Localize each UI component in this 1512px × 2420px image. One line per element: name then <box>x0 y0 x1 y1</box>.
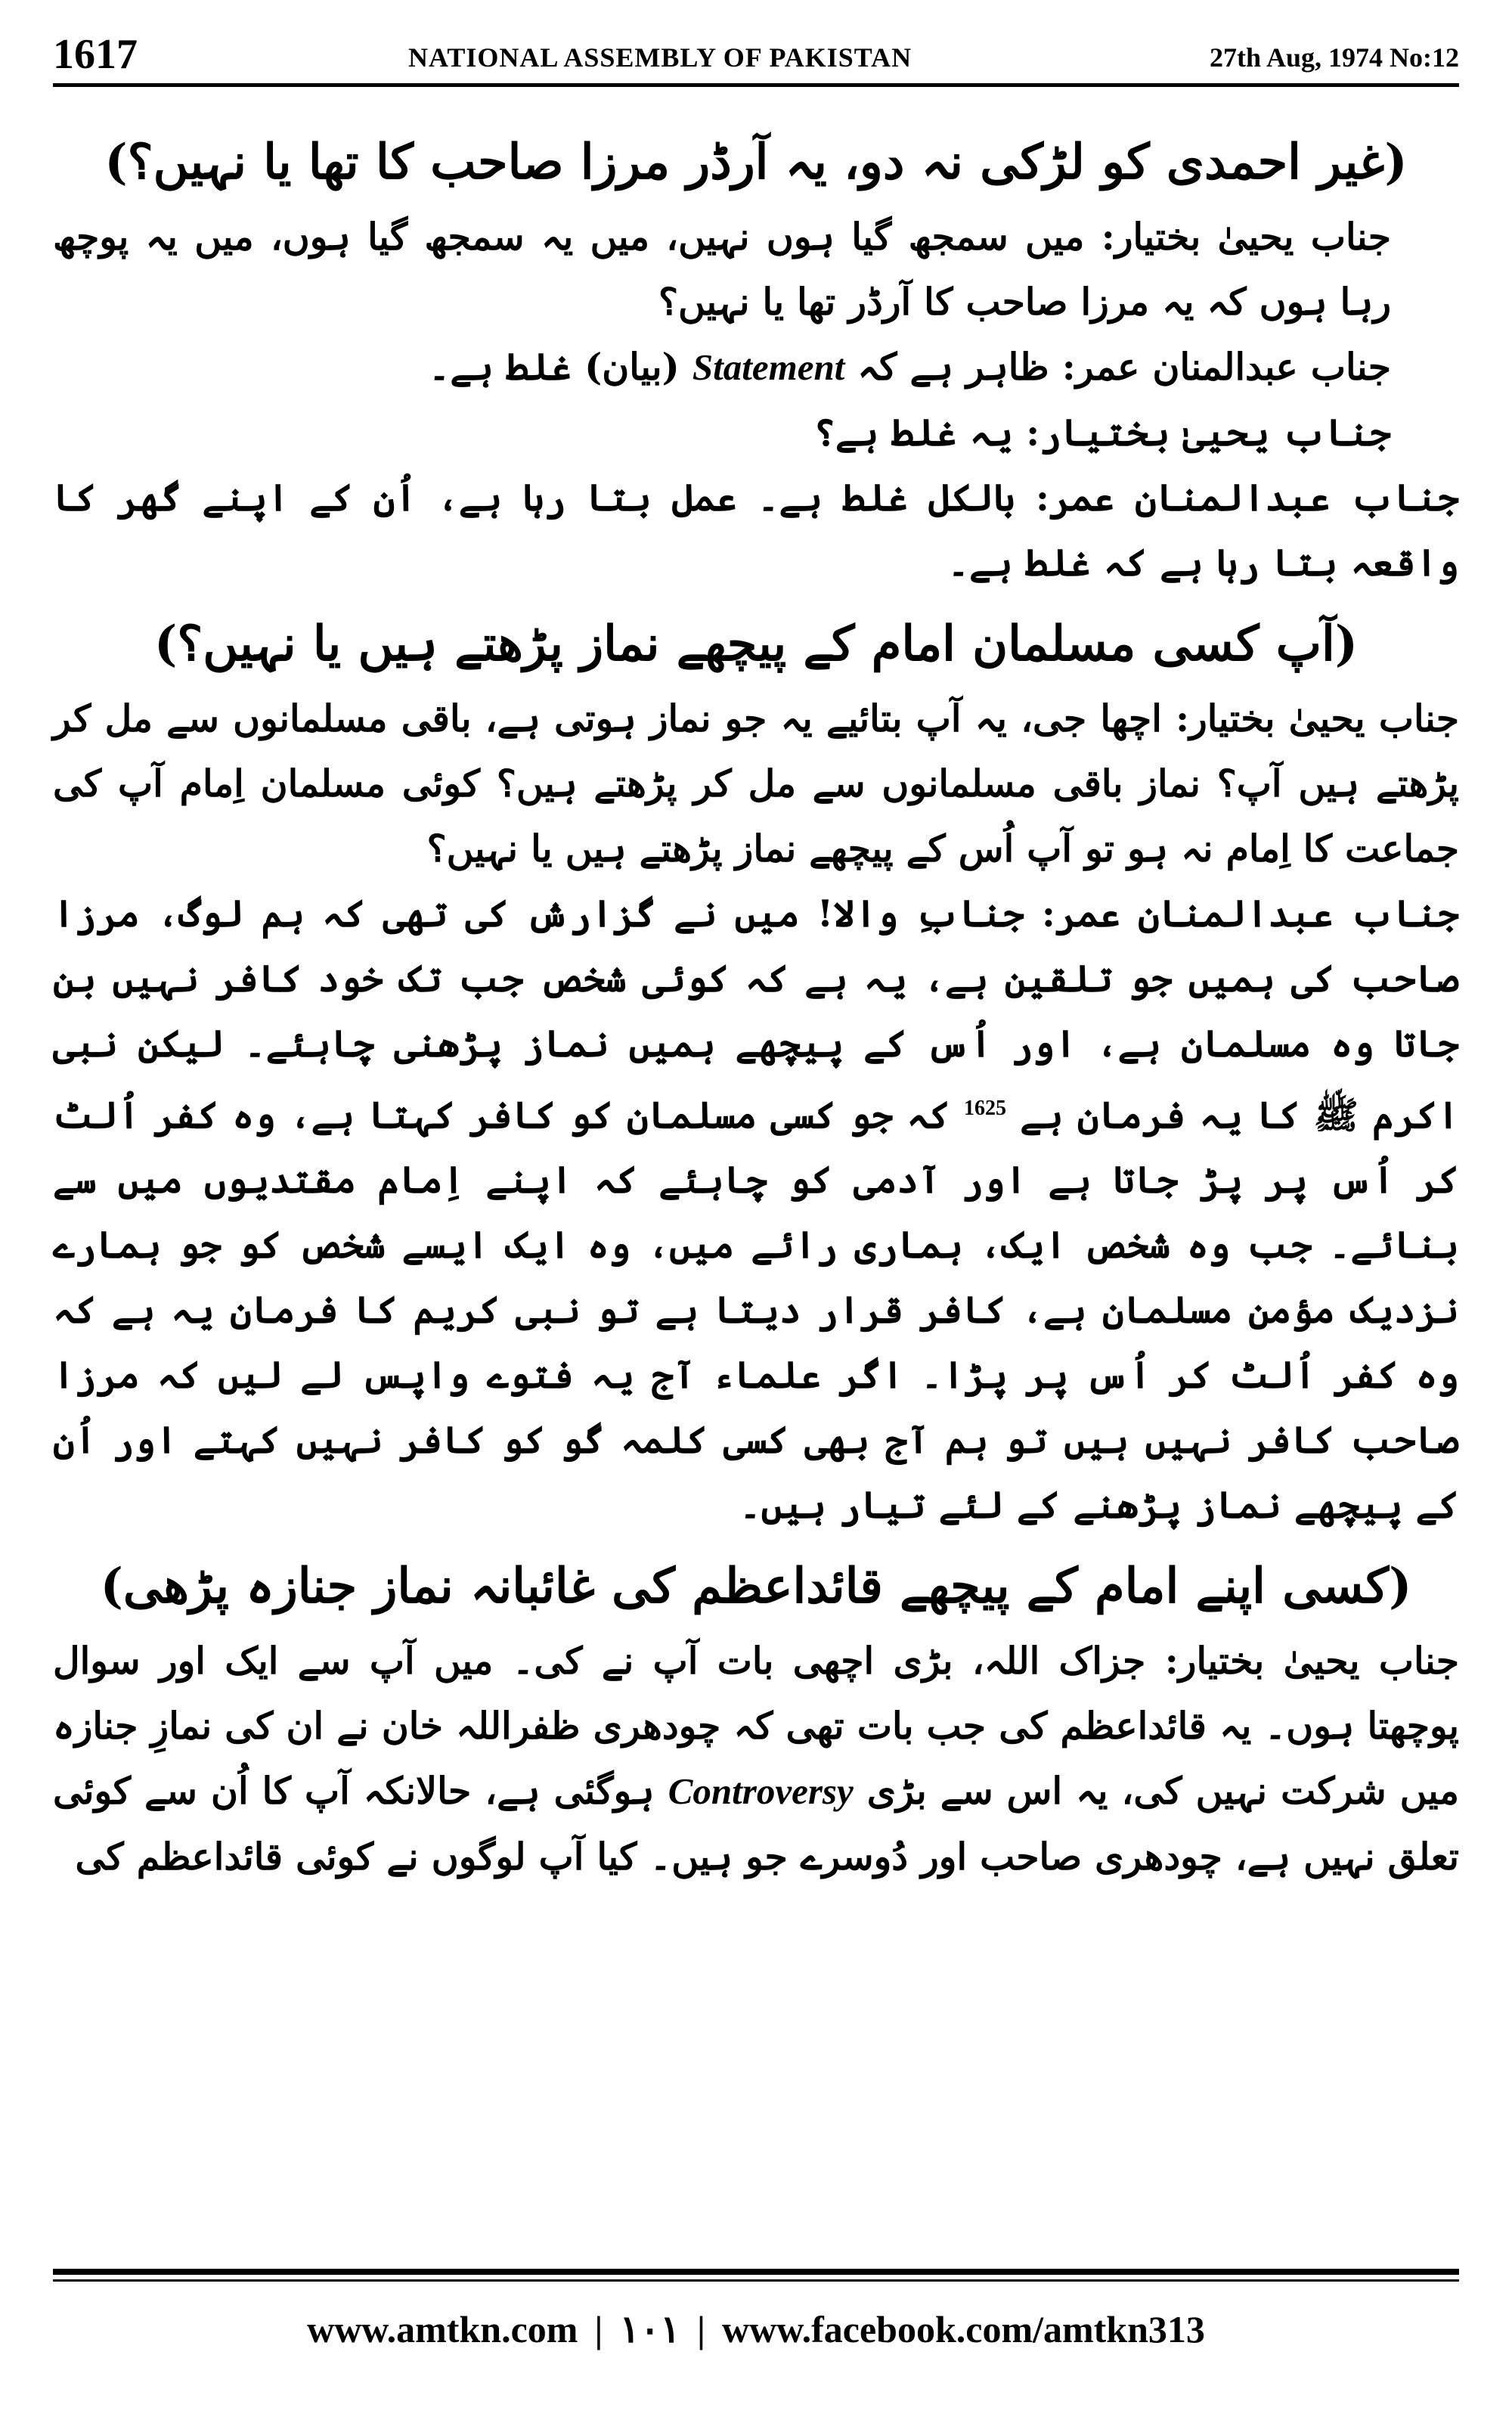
paragraph-text: اچھا جی، یہ آپ بتائیے یہ جو نماز ہوتی ہے، باقی مسلمانوں سے مل کر پڑھتے ہیں آپ؟ نماز باقی مسلمانوں سے مل کر پڑھتے ہیں؟ کوئی مسلمان اِمام آپ کی جماعت کا اِمام نہ ہو تو آپ اُس کے پیچھے نماز پڑھتے ہیں یا نہیں؟ <box>53 697 1459 870</box>
speaker-label: جناب عبدالمنان عمر: <box>1035 476 1459 520</box>
speaker-label: جناب یحییٰ بختیار: <box>1164 1639 1459 1683</box>
paragraph-2 <box>53 334 1459 400</box>
website-link[interactable]: www.amtkn.com <box>307 2308 578 2350</box>
paragraph-text: ہوگئی ہے، حالانکہ آپ کا اُن سے کوئی تعلق نہیں ہے، چودھری صاحب اور دُوسرے جو ہیں۔ کیا آپ لوگوں نے کوئی قائداعظم کی <box>53 1769 1459 1879</box>
speaker-label: جناب عبدالمنان عمر: <box>1061 345 1391 389</box>
english-term: Controversy <box>668 1770 854 1813</box>
paragraph-text: ظاہر ہے کہ <box>857 345 1049 389</box>
paragraph-text: یہ غلط ہے؟ <box>813 411 1014 455</box>
footer-page-marker: ۱۰۱ <box>619 2308 681 2350</box>
english-term: Statement <box>692 346 845 388</box>
paragraph-4 <box>53 465 1459 595</box>
footer-links <box>53 2307 1459 2352</box>
footer-separator: | <box>697 2308 706 2350</box>
paragraph-text: میں سمجھ گیا ہوں نہیں، میں یہ سمجھ گیا ہوں، میں یہ پوچھ رہا ہوں کہ یہ مرزا صاحب کا آرڈر تھا یا نہیں؟ <box>53 215 1391 324</box>
paragraph-text: کہ جو کسی مسلمان کو کافر کہتا ہے، وہ کفر اُلٹ کر اُس پر پڑ جاتا ہے اور آدمی کو چاہئے کہ اپنے اِمام مقتدیوں میں سے بنائے۔ جب وہ شخص ایک، ہماری رائے میں، وہ ایک ایسے شخص کو جو ہمارے نزدیک مؤمن مسلمان ہے، کافر قرار دیتا ہے تو نبی کریم کا فرمان یہ ہے کہ وہ کفر اُلٹ کر اُس پر پڑا۔ اگر علماء آج یہ فتوے واپس لے لیں کہ مرزا صاحب کافر نہیں ہیں تو ہم آج بھی کسی کلمہ گو کو کافر نہیں کہتے اور اُن کے پیچھے نماز پڑھنے کے لئے تیار ہیں۔ <box>53 1093 1459 1528</box>
speaker-label: جناب عبدالمنان عمر: <box>1041 892 1460 935</box>
header-date-number: 27th Aug, 1974 No:12 <box>1209 42 1459 73</box>
footnote-marker: 1625 <box>964 1097 1006 1120</box>
paragraph-text: بالکل غلط ہے۔ عمل بتا رہا ہے، اُن کے اپنے گھر کا واقعہ بتا رہا ہے کہ غلط ہے۔ <box>53 476 1459 585</box>
section-heading-1: (غیر احمدی کو لڑکی نہ دو، یہ آرڈر مرزا صاحب کا تھا یا نہیں؟) <box>104 134 1408 191</box>
speaker-label: جناب یحییٰ بختیار: <box>1101 215 1392 259</box>
paragraph-6 <box>53 881 1459 1537</box>
footer-rule-thin <box>53 2279 1459 2282</box>
footer-separator: | <box>594 2308 603 2350</box>
speaker-label: جناب یحییٰ بختیار: <box>1026 411 1391 455</box>
paragraph-7 <box>53 1628 1459 1889</box>
page-header <box>53 30 1459 87</box>
paragraph-text: جزاک اللہ، بڑی اچھی بات آپ نے کی۔ میں آپ سے ایک اور سوال پوچھتا ہوں۔ یہ قائداعظم کی جب بات تھی کہ چودھری ظفراللہ خان نے ان کی نمازِ جنازہ میں شرکت نہیں کی، یہ اس سے بڑی <box>53 1639 1460 1813</box>
footer-rule-thick <box>53 2269 1459 2275</box>
section-heading-3: (کسی اپنے امام کے پیچھے قائداعظم کی غائبانہ نماز جنازہ پڑھی) <box>100 1558 1412 1615</box>
paragraph-text: (بیان) غلط ہے۔ <box>428 345 680 389</box>
header-title: NATIONAL ASSEMBLY OF PAKISTAN <box>408 42 912 73</box>
paragraph-5 <box>53 686 1459 881</box>
paragraph-text: جنابِ والا! میں نے گزارش کی تھی کہ ہم لوگ، مرزا صاحب کی ہمیں جو تلقین ہے، یہ ہے کہ کوئی شخص جب تک خود کافر نہیں بن جاتا وہ مسلمان ہے، اور اُس کے پیچھے ہمیں نماز پڑھنی چاہئے۔ لیکن نبی اکرم ﷺ کا یہ فرمان ہے <box>53 892 1460 1137</box>
page-body <box>53 113 1459 2254</box>
paragraph-3 <box>53 400 1459 465</box>
section-heading-2: (آپ کسی مسلمان امام کے پیچھے نماز پڑھتے ہیں یا نہیں؟) <box>153 616 1359 672</box>
paragraph-1 <box>53 204 1459 334</box>
facebook-link[interactable]: www.facebook.com/amtkn313 <box>722 2308 1205 2350</box>
page-number: 1617 <box>53 31 138 78</box>
speaker-label: جناب یحییٰ بختیار: <box>1176 697 1460 740</box>
page-footer <box>53 2269 1459 2382</box>
